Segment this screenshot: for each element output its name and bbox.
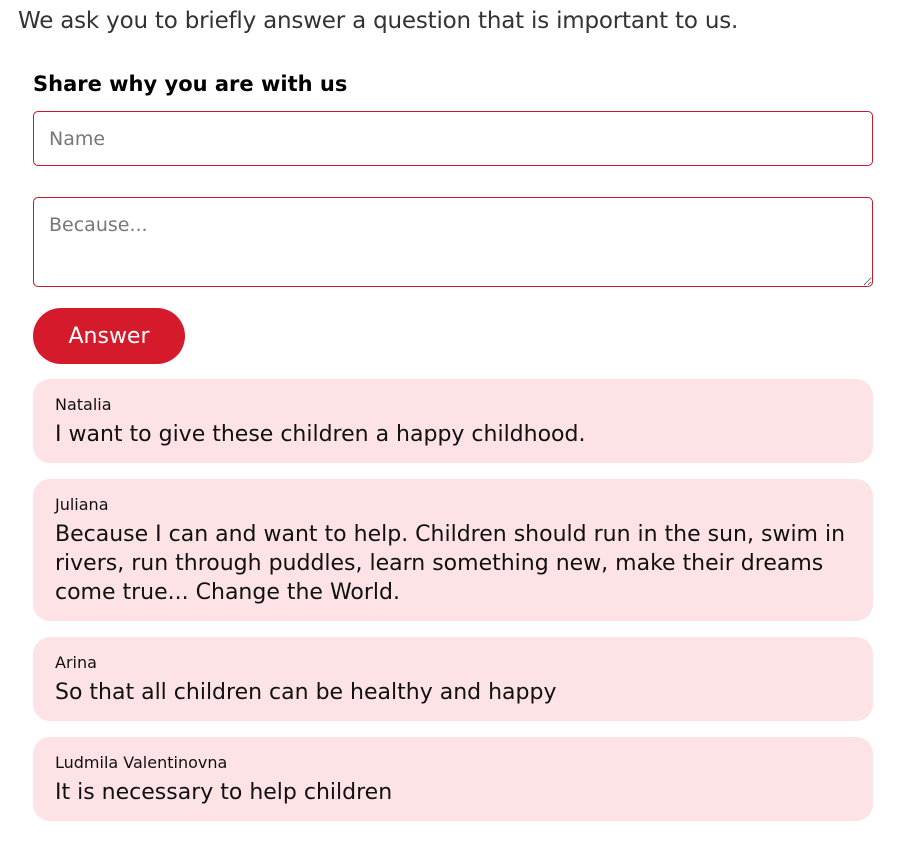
answer-author: Arina [55, 653, 97, 672]
answer-card [33, 737, 873, 821]
answer-button[interactable]: Answer [33, 308, 185, 364]
form-title: Share why you are with us [33, 72, 348, 96]
answer-card [33, 479, 873, 621]
answer-card [33, 379, 873, 463]
answer-author: Natalia [55, 395, 112, 414]
answers-list [33, 379, 873, 837]
answer-text: I want to give these children a happy childhood. [55, 422, 586, 447]
intro-text: We ask you to briefly answer a question that is important to us. [18, 8, 739, 34]
answer-author: Juliana [55, 495, 109, 514]
answer-text: It is necessary to help children [55, 780, 393, 805]
because-textarea[interactable] [33, 197, 873, 287]
name-input[interactable] [33, 111, 873, 166]
answer-text: Because I can and want to help. Children should run in the sun, swim in rivers, run through puddles, learn something new, make their dreams come true... Change the World. [55, 522, 846, 605]
answer-author: Ludmila Valentinovna [55, 753, 228, 772]
answer-text: So that all children can be healthy and happy [55, 680, 557, 705]
answer-card [33, 637, 873, 721]
